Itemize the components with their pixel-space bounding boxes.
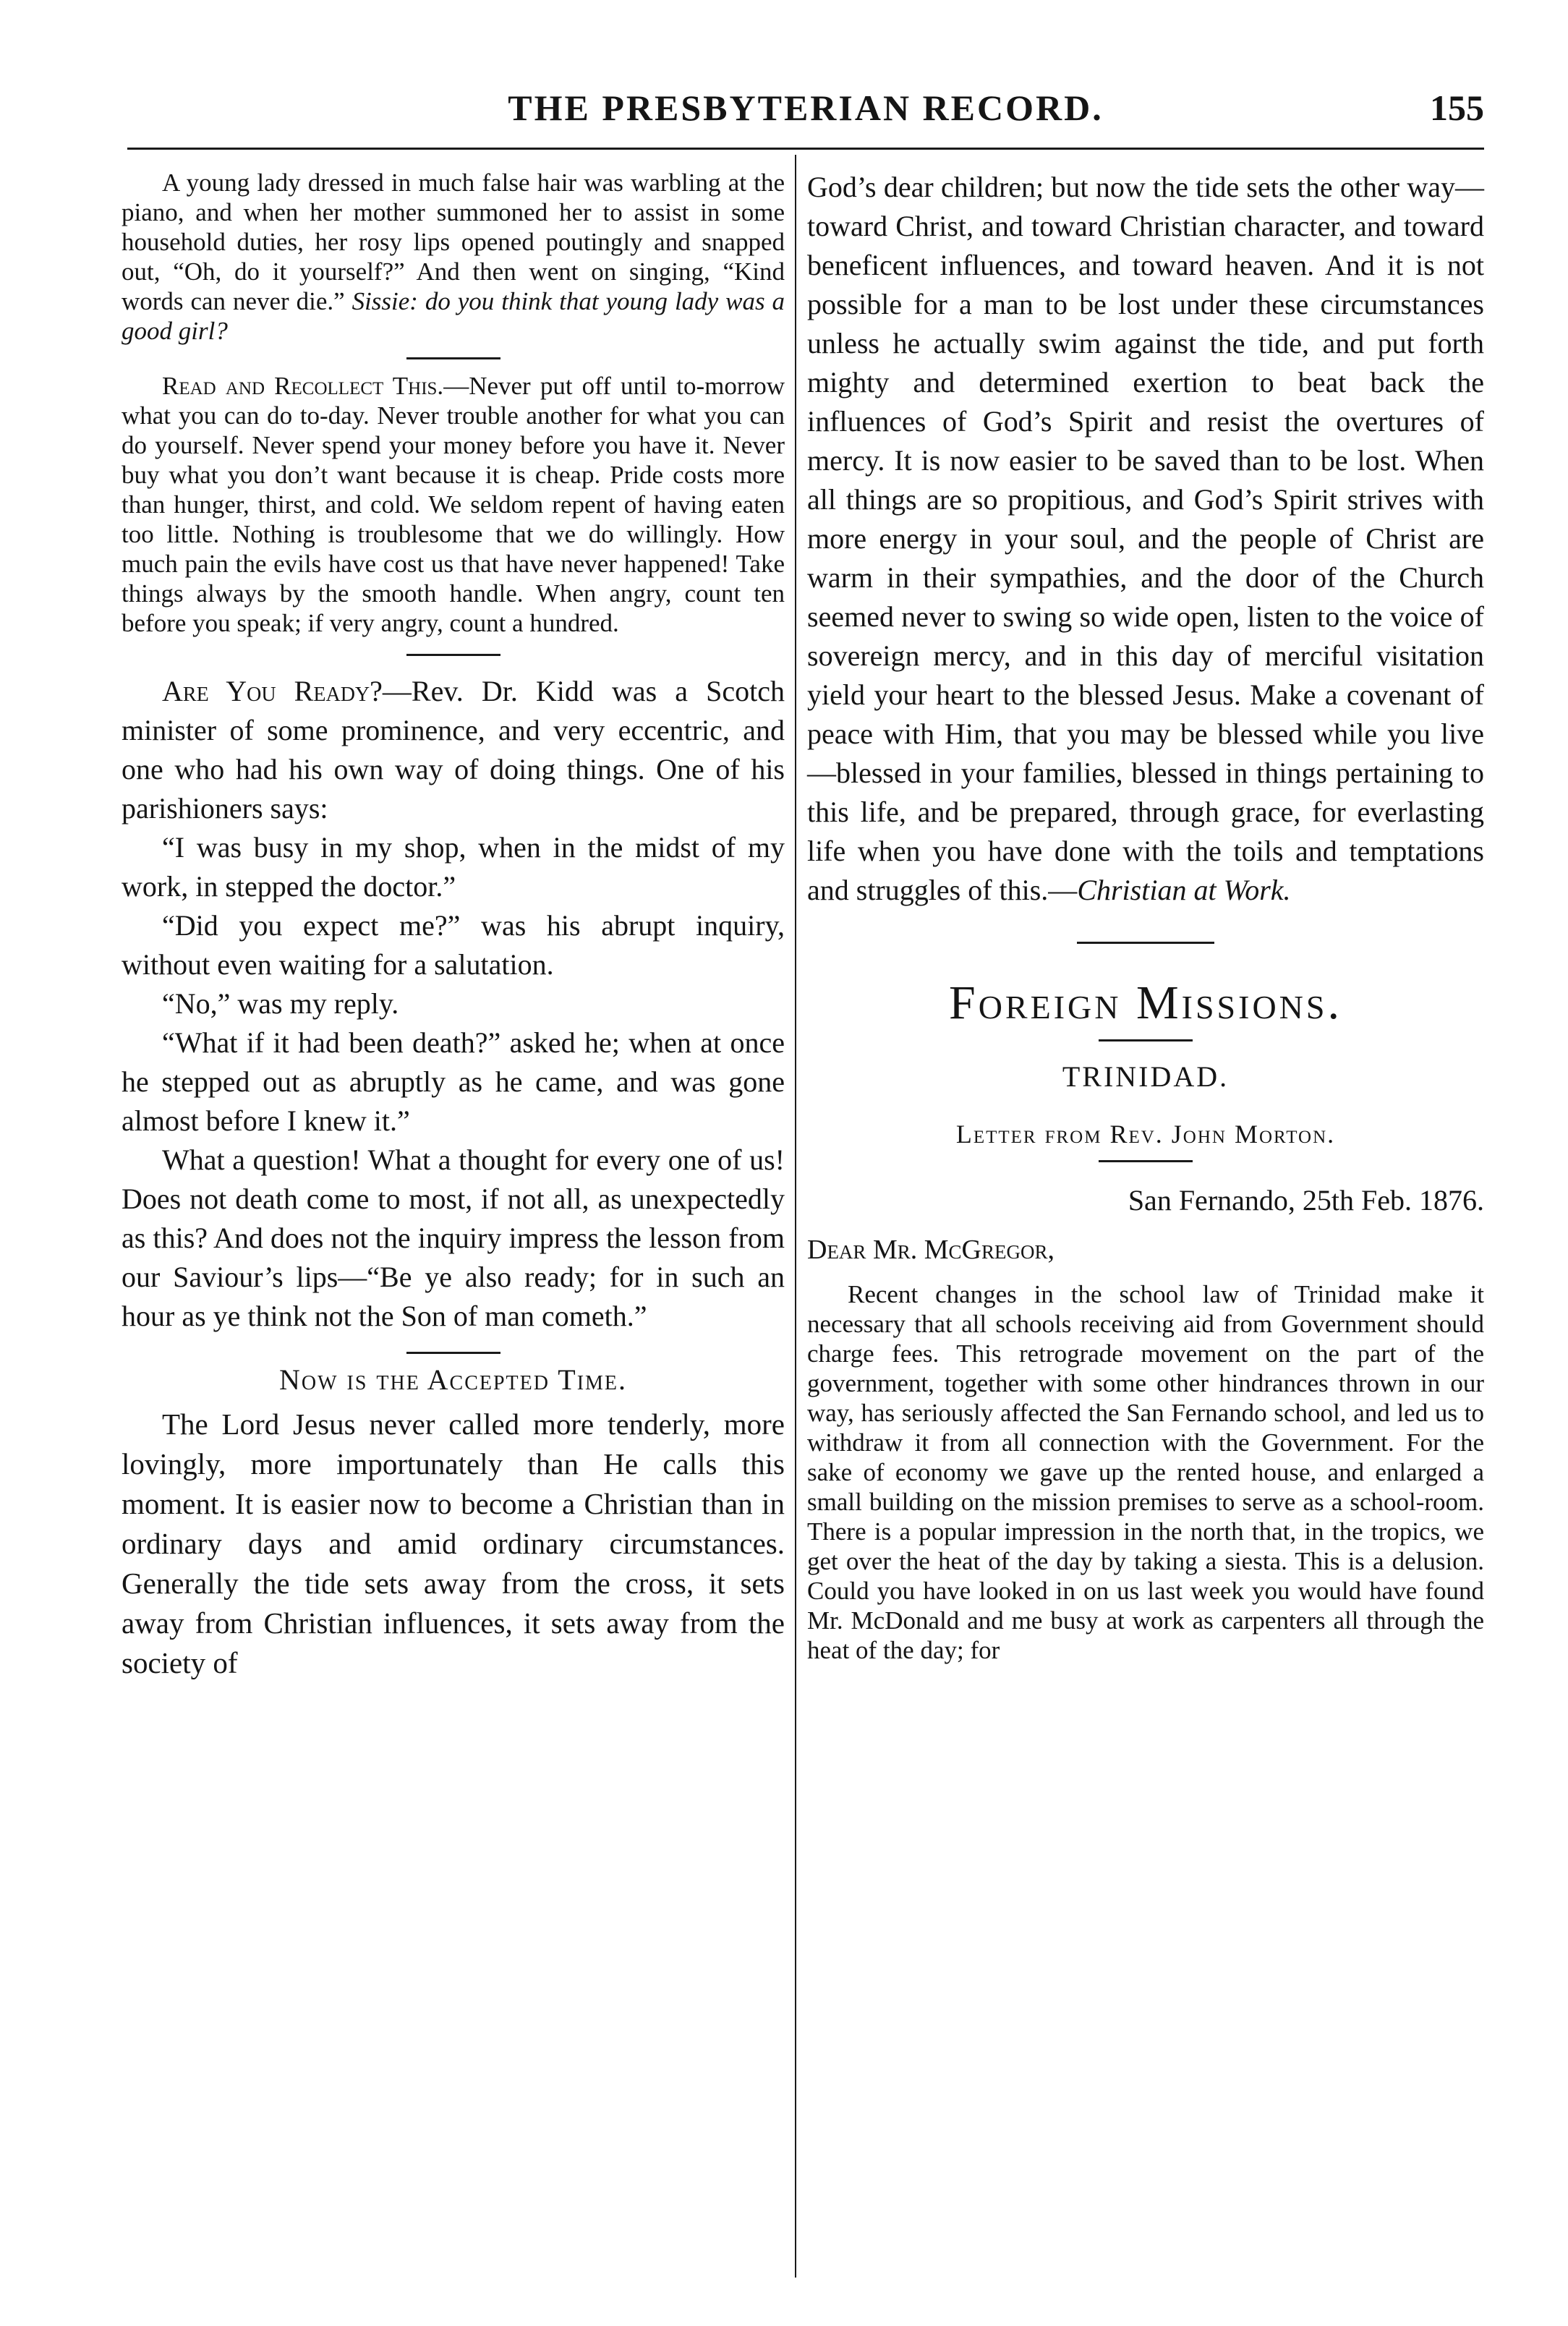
ready-paragraph (122, 672, 785, 828)
letter-attribution: Letter from Rev. John Morton. (955, 1120, 1336, 1149)
recollect-body: —Never put off until to-morrow what you can do to-day. Never trouble another for what you can do yourself. Never spend your money before you have it. Never buy what you don’t want because it is cheap. Pride costs more than hunger, thirst, and cold. We seldom repent of having eaten too little. Nothing is troublesome that we do willingly. How much pain the evils have cost us that have never happened! Take things always by the smooth handle. When angry, count ten before you speak; if very angry, count a hundred. (122, 372, 785, 637)
section-rule (406, 357, 500, 359)
ready-intro: —Rev. Dr. Kidd was a Scotch minister of some prominence, and very eccentric, and one who had his own way of doing things. One of his parishioners says: (122, 675, 785, 825)
section-rule (1077, 942, 1214, 944)
ready-quote-4: “What if it had been death?” asked he; when at once he stepped out as abruptly as he came, and was gone almost before I knew it.” (122, 1026, 785, 1137)
false-hair-text: A young lady dressed in much false hair was warbling at the piano, and when her mother summoned her to assist in some household duties, her rosy lips opened poutingly and snapped out, “Oh, do it yourself?” And then went on singing, “Kind words can never die.” (122, 169, 785, 315)
foreign-missions-heading: Foreign Missions. (949, 976, 1342, 1029)
page-header (127, 81, 1484, 150)
section-rule (1099, 1160, 1193, 1162)
ready-quote-3: “No,” was my reply. (162, 987, 399, 1020)
column-divider (795, 155, 796, 2278)
letter-body: Recent changes in the school law of Trinidad make it necessary that all schools receiving aid from Government should charge fees. This retrograde movement on the part of the government, together with some other hindrances thrown in our way, has seriously affected the San Fernando school, and led us to withdraw it from all connection with the Government. For the sake of economy we gave up the rented house, and enlarged a small building on the mission premises to serve as a school-room. There is a popular impression in the north that, in the tropics, we get over the heat of the day by taking a siesta. This is a delusion. Could you have looked in on us last week you would have found Mr. McDonald and me busy at work as carpenters all through the heat of the day; for (807, 1280, 1484, 1664)
continued-paragraph (807, 168, 1484, 910)
recollect-heading: Read and Recollect This. (162, 372, 444, 400)
right-column (807, 168, 1484, 1665)
running-title: THE PRESBYTERIAN RECORD. (508, 88, 1104, 128)
ready-heading: Are You Ready? (162, 675, 383, 707)
section-rule (406, 654, 500, 656)
section-rule (1099, 1039, 1193, 1041)
ready-quote-1: “I was busy in my shop, when in the midst of my work, in stepped the doctor.” (122, 831, 785, 903)
accepted-time-heading: Now is the Accepted Time. (278, 1363, 628, 1396)
letter-dateline: San Fernando, 25th Feb. 1876. (1128, 1184, 1484, 1217)
letter-salutation: Dear Mr. McGregor, (807, 1235, 1054, 1265)
left-column (122, 168, 785, 1683)
false-hair-paragraph (122, 168, 785, 346)
recollect-paragraph (122, 371, 785, 638)
continued-text: God’s dear children; but now the tide sets the other way—toward Christ, and toward Christian character, and toward beneficent influences, and toward heaven. And it is not possible for a man to be lost under these circumstances unless he actually swim against the tide, and put forth mighty and determined exertion to beat back the influences of God’s Spirit and resist the overtures of mercy. It is now easier to be saved than to be lost. When all things are so propitious, and God’s Spirit strives with more energy in your soul, and the people of Christ are warm in their sympathies, and the door of the Church seemed never to swing so wide open, listen to the voice of sovereign mercy, and in this day of merciful visitation yield your heart to the blessed Jesus. Make a covenant of peace with Him, that you may be blessed while you live—blessed in your families, blessed in things pertaining to this life, and be prepared, through grace, for everlasting life when you have done with the toils and temptations and struggles of this.— (807, 171, 1484, 906)
false-hair-moral: Sissie: do you think that young lady was a good girl? (122, 287, 785, 345)
trinidad-heading: TRINIDAD. (1062, 1060, 1230, 1093)
continued-source: Christian at Work. (1077, 874, 1291, 906)
ready-reflection: What a question! What a thought for every one of us! Does not death come to most, if not all, as unexpectedly as this? And does not the inquiry impress the lesson from our Saviour’s lips—“Be ye also ready; for in such an hour as ye think not the Son of man cometh.” (122, 1143, 785, 1332)
ready-quote-2: “Did you expect me?” was his abrupt inquiry, without even waiting for a salutation. (122, 909, 785, 981)
accepted-time-paragraph: The Lord Jesus never called more tenderly, more lovingly, more importunately than He calls this moment. It is easier now to become a Christian than in ordinary days and amid ordinary circumstances. Generally the tide sets away from the cross, it sets away from Christian influences, it sets away from the society of (122, 1407, 785, 1679)
page-number: 155 (1430, 88, 1484, 128)
section-rule (406, 1352, 500, 1354)
